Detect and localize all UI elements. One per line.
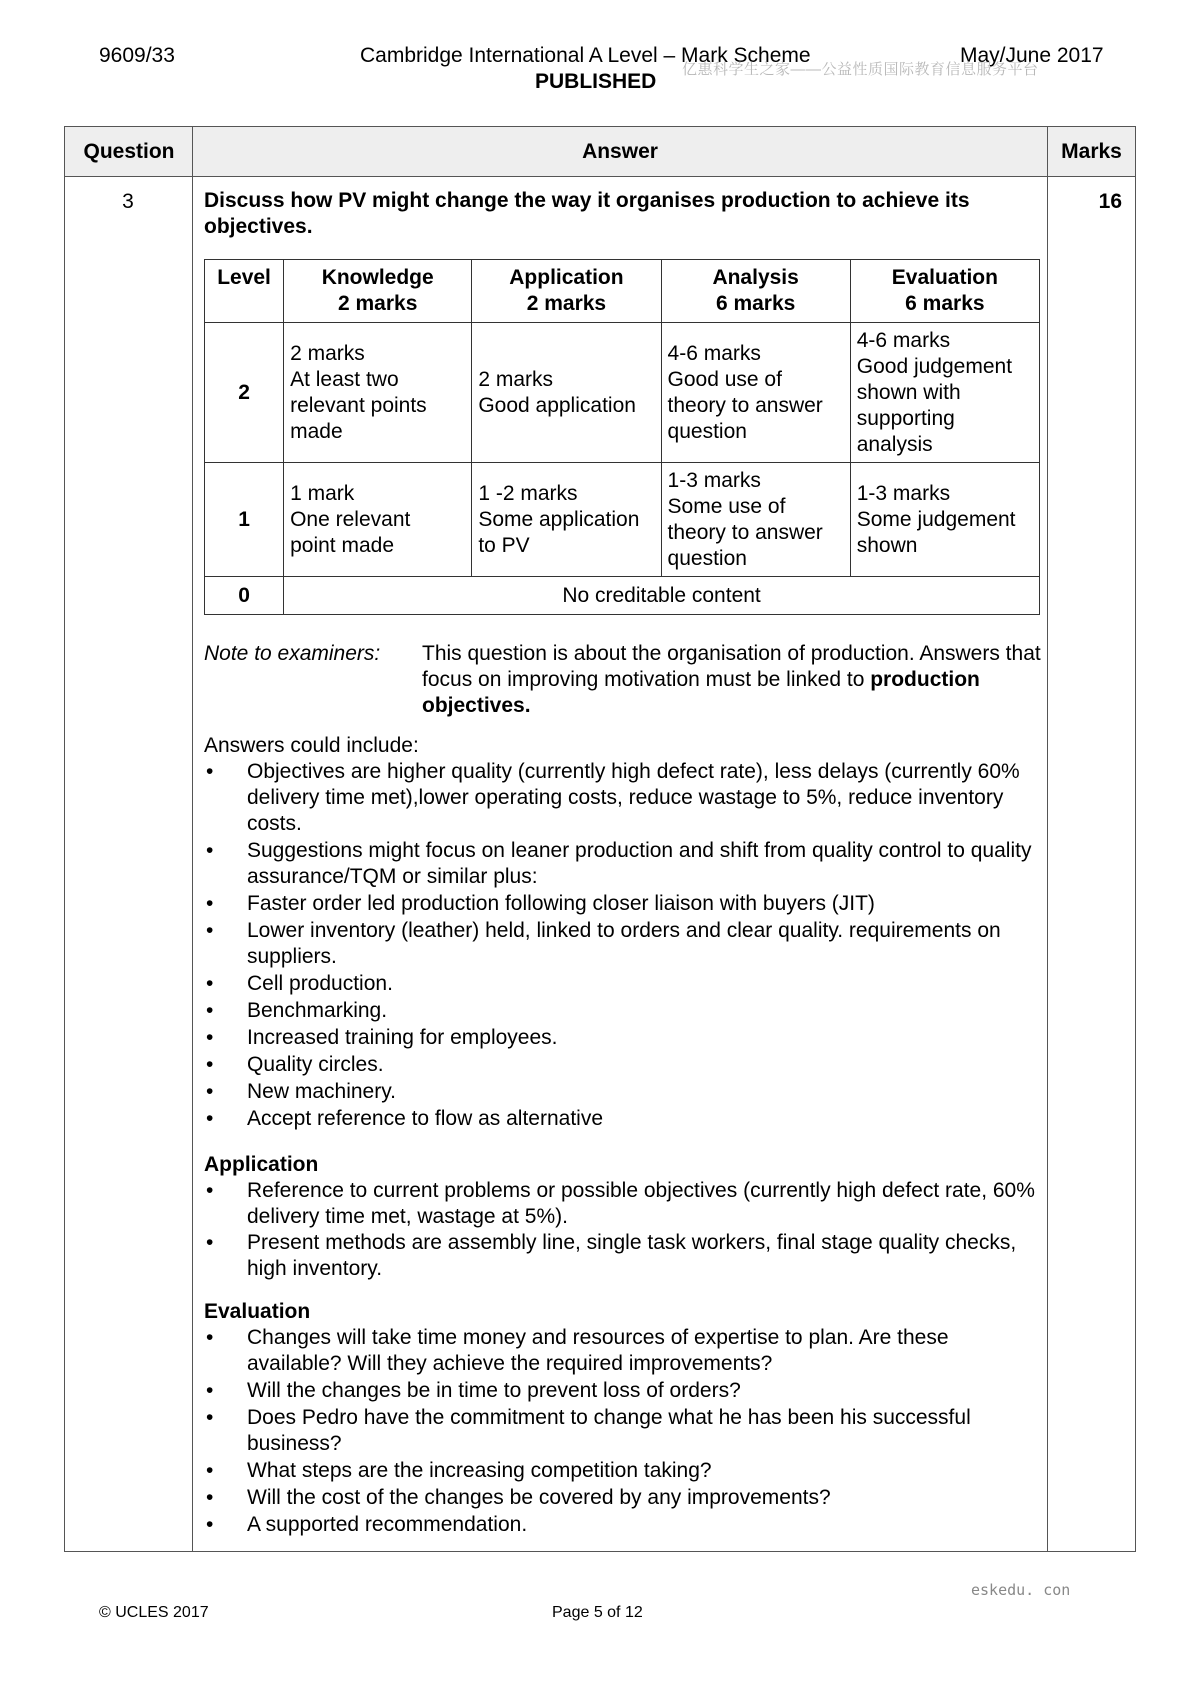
level-header: Level xyxy=(205,260,284,323)
evaluation-cell: 4-6 marks Good judgement shown with supporting analysis xyxy=(850,323,1039,463)
page-number: Page 5 of 12 xyxy=(552,1604,643,1621)
note-label: Note to examiners: xyxy=(204,642,381,665)
list-item: • Suggestions might focus on leaner production and shift from quality control to quality assurance/TQM or similar plus: xyxy=(206,839,1032,888)
note-emphasis: production objectives. xyxy=(422,668,980,717)
exam-session: May/June 2017 xyxy=(960,44,1104,67)
level-value: 0 xyxy=(205,577,284,615)
application-section xyxy=(204,1152,1044,1282)
analysis-header: Analysis 6 marks xyxy=(661,260,850,323)
level-value: 1 xyxy=(205,463,284,577)
list-item: • A supported recommendation. xyxy=(206,1513,528,1536)
list-item: • Quality circles. xyxy=(206,1053,384,1076)
application-title: Application xyxy=(204,1153,319,1176)
site-watermark: eskedu. con xyxy=(971,1581,1071,1599)
answers-intro: Answers could include: xyxy=(204,734,419,757)
analysis-cell: 4-6 marks Good use of theory to answer question xyxy=(661,323,850,463)
question-marks: 16 xyxy=(1098,190,1122,213)
question-column-header: Question xyxy=(83,140,175,163)
level-row xyxy=(205,323,1040,463)
evaluation-cell: 1-3 marks Some judgement shown xyxy=(850,463,1039,577)
level-value: 2 xyxy=(205,323,284,463)
list-item: • Will the cost of the changes be covered by any improvements? xyxy=(206,1486,831,1509)
list-item: • Accept reference to flow as alternative xyxy=(206,1107,604,1130)
knowledge-cell: 2 marks At least two relevant points made xyxy=(284,323,472,463)
list-item: • What steps are the increasing competition taking? xyxy=(206,1459,712,1482)
level-row xyxy=(205,463,1040,577)
level-row-zero xyxy=(205,577,1040,615)
note-text: This question is about the organisation of production. Answers that focus on improving motivation must be linked to production objectives. xyxy=(422,642,1041,717)
evaluation-header: Evaluation 6 marks xyxy=(850,260,1039,323)
application-header: Application 2 marks xyxy=(472,260,661,323)
list-item: • Does Pedro have the commitment to change what he has been his successful business? xyxy=(206,1406,971,1455)
published-label: PUBLISHED xyxy=(535,70,657,93)
knowledge-cell: 1 mark One relevant point made xyxy=(284,463,472,577)
list-item: • Cell production. xyxy=(206,972,393,995)
answer-column-header: Answer xyxy=(582,140,658,163)
answers-section xyxy=(204,733,1044,1132)
application-list xyxy=(204,1178,1044,1282)
application-cell: 2 marks Good application xyxy=(472,323,661,463)
levels-header-row xyxy=(205,260,1040,323)
application-cell: 1 -2 marks Some application to PV xyxy=(472,463,661,577)
list-item: • Will the changes be in time to prevent loss of orders? xyxy=(206,1379,741,1402)
list-item: • Faster order led production following closer liaison with buyers (JIT) xyxy=(206,892,875,915)
list-item: • Benchmarking. xyxy=(206,999,388,1022)
question-text: Discuss how PV might change the way it organises production to achieve its objectives. xyxy=(204,189,970,238)
knowledge-header: Knowledge 2 marks xyxy=(284,260,472,323)
list-item: • Objectives are higher quality (currently high defect rate), less delays (currently 60% delivery time met),lower operating costs, reduce wastage to 5%, reduce inventory costs. xyxy=(206,760,1020,835)
evaluation-list xyxy=(204,1325,1044,1538)
list-item: • Changes will take time money and resources of expertise to plan. Are these available? Will they achieve the required improvements? xyxy=(206,1326,949,1375)
watermark-text: 亿惠科学生之家——公益性质国际教育信息服务平台 xyxy=(682,61,1039,78)
column-divider xyxy=(1047,127,1048,1551)
marks-column-header: Marks xyxy=(1061,140,1122,163)
answers-list xyxy=(204,759,1044,1132)
question-number: 3 xyxy=(122,190,134,213)
column-divider xyxy=(192,127,193,1551)
copyright-text: © UCLES 2017 xyxy=(99,1604,209,1621)
levels-table xyxy=(204,259,1040,615)
document-title: Cambridge International A Level – Mark Scheme xyxy=(360,44,811,67)
list-item: • Lower inventory (leather) held, linked to orders and clear quality. requirements on suppliers. xyxy=(206,919,1001,968)
list-item: • New machinery. xyxy=(206,1080,396,1103)
paper-code: 9609/33 xyxy=(99,44,175,67)
list-item: • Increased training for employees. xyxy=(206,1026,558,1049)
list-item: • Present methods are assembly line, single task workers, final stage quality checks, high inventory. xyxy=(206,1231,1017,1280)
evaluation-title: Evaluation xyxy=(204,1300,311,1323)
analysis-cell: 1-3 marks Some use of theory to answer question xyxy=(661,463,850,577)
list-item: • Reference to current problems or possible objectives (currently high defect rate, 60% delivery time met, wastage at 5%). xyxy=(206,1179,1035,1228)
no-content-cell: No creditable content xyxy=(284,577,1040,615)
evaluation-section xyxy=(204,1299,1044,1538)
